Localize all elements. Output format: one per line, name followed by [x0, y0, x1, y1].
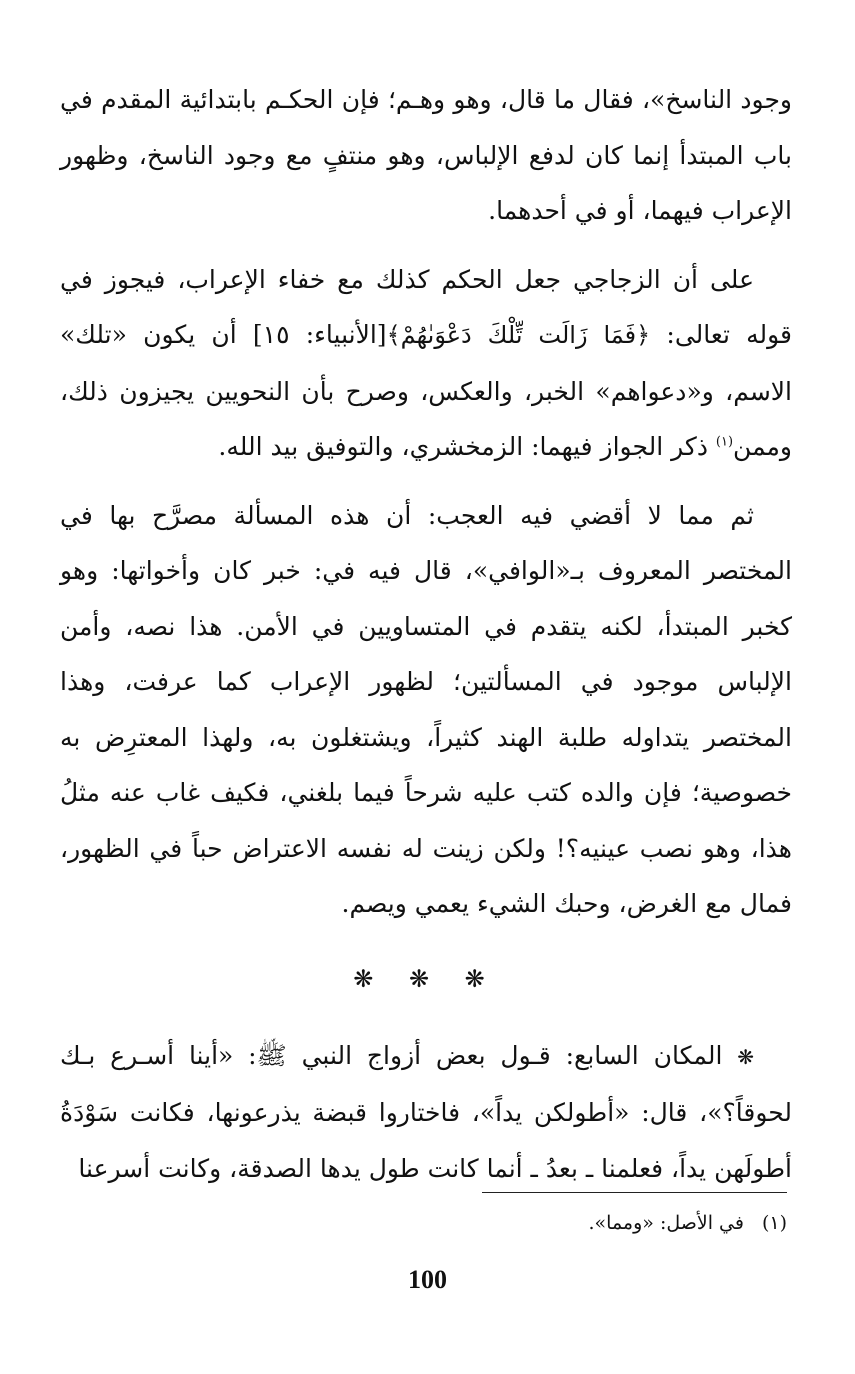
verse-citation: [الأنبياء: ١٥]	[252, 320, 387, 349]
paragraph-2-text-end: ذكر الجواز فيهما: الزمخشري، والتوفيق بيد الله.	[218, 432, 716, 461]
footnote-text: في الأصل: «ومما».	[588, 1212, 744, 1234]
paragraph-1-text: وجود الناسخ»، فقال ما قال، وهو وهـم؛ فإن الحكـم بابتدائية المقدم في باب المبتدأ إنما كان لدفع الإلباس، وهو منتفٍ مع وجود الناسخ، وظهور الإعراب فيهما، أو في أحدهما.	[60, 85, 792, 225]
page-body	[60, 72, 792, 1196]
footnote	[67, 1208, 787, 1238]
section-separator: ❋ ❋ ❋	[353, 964, 499, 993]
paragraph-2	[60, 252, 792, 475]
paragraph-3	[60, 488, 792, 932]
paragraph-4-text: المكان السابع: قـول بعض أزواج النبي ﷺ: «أينا أسـرع بـك لحوقاً؟»، قال: «أطولكن يداً»، فاختاروا قبضة يذرعونها، فكانت سَوْدَةُ أطولَهن يداً، فعلمنا ـ بعدُ ـ أنما كانت طول يدها الصدقة، وكانت أسرعنا	[60, 1040, 792, 1183]
paragraph-2-text-middle: أن يكون «تلك» الاسم، و«دعواهم» الخبر، والعكس، وصرح بأن النحويين يجيزون ذلك، وممن	[60, 320, 792, 461]
footnote-divider	[482, 1192, 787, 1193]
paragraph-2-text-start: على أن الزجاجي جعل الحكم كذلك مع خفاء الإعراب، فيجوز في قوله تعالى:	[60, 264, 793, 349]
quran-verse: ﴿فَمَا زَالَت تِّلْكَ دَعْوَىٰهُمْ﴾	[386, 321, 651, 349]
footnote-number: (١)	[761, 1212, 787, 1234]
paragraph-1	[60, 72, 792, 239]
footnote-marker: (١)	[715, 434, 734, 450]
page-number: 100	[408, 1265, 447, 1294]
star-bullet-icon: ❋	[737, 1044, 754, 1069]
paragraph-4	[60, 1028, 792, 1197]
paragraph-3-text: ثم مما لا أقضي فيه العجب: أن هذه المسألة مصرَّح بها في المختصر المعروف بـ«الوافي»، قال فيه في: خبر كان وأخواتها: وهو كخبر المبتدأ، لكنه يتقدم في المتساويين في الأمن. هذا نصه، وأمن الإلباس موجود في المسألتين؛ لظهور الإعراب كما عرفت، وهذا المختصر يتداوله طلبة الهند كثيراً، ويشتغلون به، ولهذا المعترِض به خصوصية؛ فإن والده كتب عليه شرحاً فيما بلغني، فكيف غاب عنه مثلُ هذا، وهو نصب عينيه؟! ولكن زينت له نفسه الاعتراض حباً في الظهور، فمال مع الغرض، وحبك الشيء يعمي ويصم.	[60, 500, 792, 918]
